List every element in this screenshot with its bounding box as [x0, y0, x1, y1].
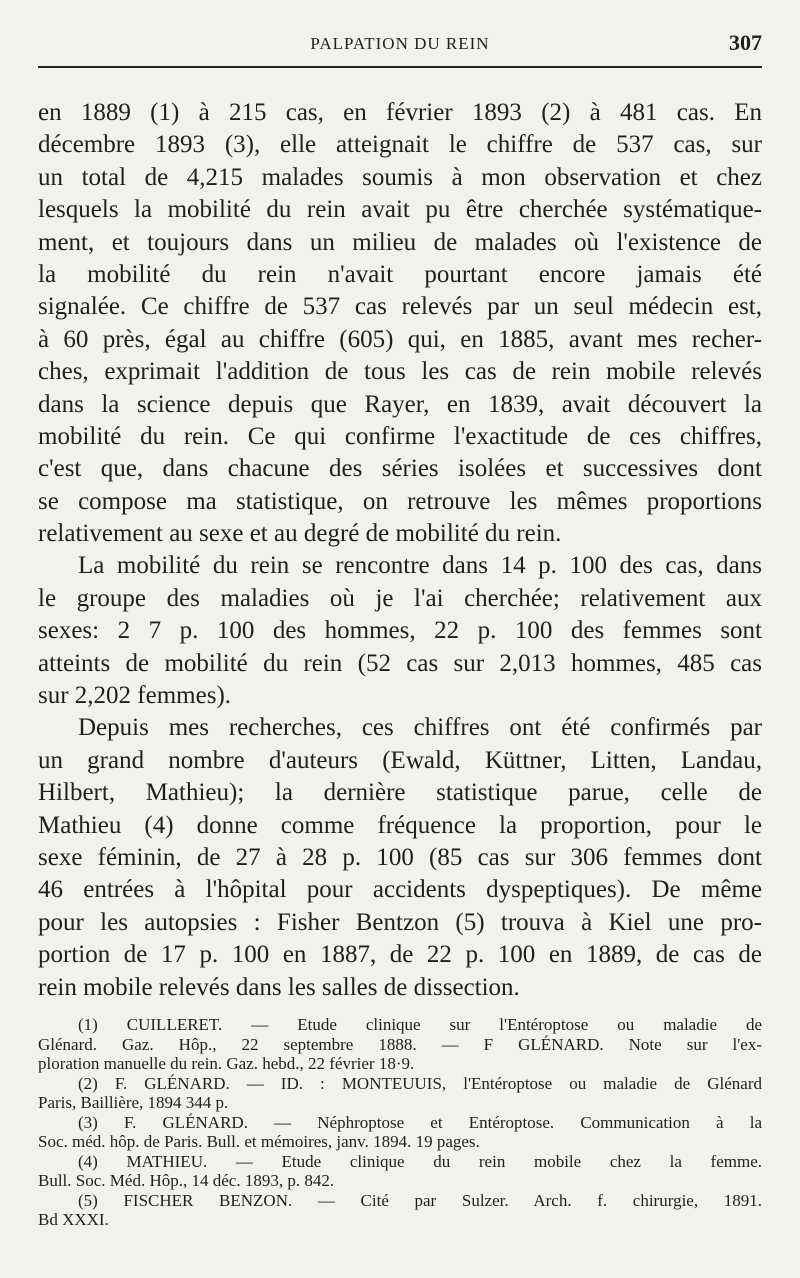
footnote-line: Soc. méd. hôp. de Paris. Bull. et mémoires, janv. 1894. 19 pages.: [38, 1132, 480, 1151]
text-line: atteints de mobilité du rein (52 cas sur 2,013 hommes, 485 cas: [38, 649, 762, 677]
text-line: un total de 4,215 malades soumis à mon observation et chez: [38, 163, 762, 191]
text-line: sexe féminin, de 27 à 28 p. 100 (85 cas sur 306 femmes dont: [38, 843, 762, 871]
text-line: Hilbert, Mathieu); la dernière statistique parue, celle de: [38, 779, 762, 807]
footnote-line: Bull. Soc. Méd. Hôp., 14 déc. 1893, p. 842.: [38, 1171, 335, 1190]
text-line: sur 2,202 femmes).: [38, 682, 232, 710]
text-line: pour les autopsies : Fisher Bentzon (5) trouva à Kiel une pro-: [38, 908, 762, 936]
text-line: mobilité du rein. Ce qui confirme l'exactitude de ces chiffres,: [38, 422, 762, 450]
text-line: sexes: 2 7 p. 100 des hommes, 22 p. 100 des femmes sont: [38, 617, 762, 645]
text-line: en 1889 (1) à 215 cas, en février 1893 (2) à 481 cas. En: [38, 99, 762, 126]
header-rule: [38, 66, 762, 68]
body-text: [38, 97, 762, 1004]
footnote-2: [38, 1074, 762, 1113]
footnote-5: [38, 1191, 762, 1230]
text-line: la mobilité du rein n'avait pourtant encore jamais été: [38, 260, 762, 288]
text-line: se compose ma statistique, on retrouve les mêmes proportions: [38, 487, 762, 515]
footnote-line: (1) CUILLERET. — Etude clinique sur l'Entéroptose ou maladie de: [78, 1015, 762, 1034]
text-line: portion de 17 p. 100 en 1887, de 22 p. 100 en 1889, de cas de: [38, 941, 762, 969]
footnote-line: Paris, Baillière, 1894 344 p.: [38, 1093, 229, 1112]
text-line: ment, et toujours dans un milieu de malades où l'existence de: [38, 228, 762, 256]
text-line: Mathieu (4) donne comme fréquence la proportion, pour le: [38, 811, 762, 839]
text-line: un grand nombre d'auteurs (Ewald, Küttner, Litten, Landau,: [38, 746, 762, 774]
paragraph-1: [38, 97, 762, 550]
footnote-line: (2) F. GLÉNARD. — ID. : MONTEUUIS, l'Entéroptose ou maladie de Glénard: [78, 1073, 762, 1093]
footnote-line: Glénard. Gaz. Hôp., 22 septembre 1888. — F GLÉNARD. Note sur l'ex-: [38, 1034, 762, 1054]
page-number: 307: [729, 30, 762, 55]
footnote-line: (3) F. GLÉNARD. — Néphroptose et Entéroptose. Communication à la: [78, 1112, 762, 1132]
footnote-1: [38, 1015, 762, 1074]
text-line: La mobilité du rein se rencontre dans 14 p. 100 des cas, dans: [78, 552, 762, 580]
running-title: PALPATION DU REIN: [310, 34, 490, 53]
footnote-line: (5) FISCHER BENZON. — Cité par Sulzer. Arch. f. chirurgie, 1891.: [78, 1190, 762, 1210]
text-line: relativement au sexe et au degré de mobilité du rein.: [38, 520, 562, 548]
paragraph-3: [38, 712, 762, 1004]
footnote-line: ploration manuelle du rein. Gaz. hebd., 22 février 18·9.: [38, 1054, 415, 1073]
text-line: dans la science depuis que Rayer, en 1839, avait découvert la: [38, 390, 762, 418]
footnotes: [38, 1015, 762, 1230]
footnote-line: Bd XXXI.: [38, 1210, 109, 1229]
text-line: signalée. Ce chiffre de 537 cas relevés par un seul médecin est,: [38, 293, 762, 321]
running-head: [38, 30, 762, 60]
text-line: 46 entrées à l'hôpital pour accidents dyspeptiques). De même: [38, 876, 762, 904]
text-line: ches, exprimait l'addition de tous les cas de rein mobile relevés: [38, 358, 762, 386]
paragraph-2: [38, 550, 762, 712]
text-line: le groupe des maladies où je l'ai cherchée; relativement aux: [38, 584, 762, 612]
text-line: rein mobile relevés dans les salles de dissection.: [38, 973, 520, 1001]
footnote-line: (4) MATHIEU. — Etude clinique du rein mobile chez la femme.: [78, 1151, 762, 1171]
text-line: lesquels la mobilité du rein avait pu être cherchée systématique-: [38, 196, 762, 224]
text-line: à 60 près, égal au chiffre (605) qui, en 1885, avant mes recher-: [38, 325, 762, 353]
text-line: Depuis mes recherches, ces chiffres ont été confirmés par: [78, 714, 762, 742]
text-line: c'est que, dans chacune des séries isolées et successives dont: [38, 455, 762, 483]
footnote-4: [38, 1152, 762, 1191]
footnote-3: [38, 1113, 762, 1152]
text-line: décembre 1893 (3), elle atteignait le chiffre de 537 cas, sur: [38, 131, 762, 159]
